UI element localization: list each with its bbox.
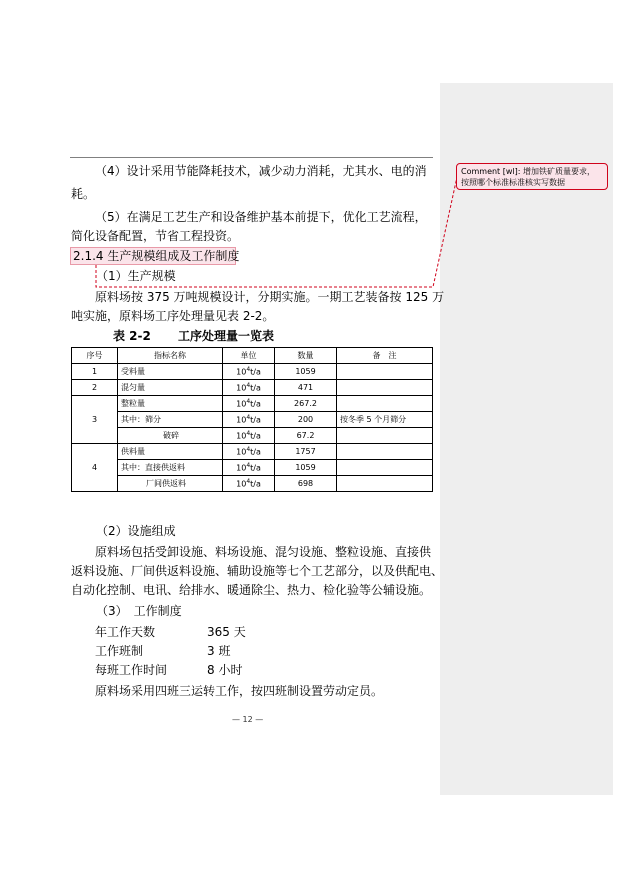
cell-remark: [337, 444, 433, 460]
col-header-remark: 备 注: [337, 348, 433, 364]
cell-unit: $10^4t/a$: [223, 444, 275, 460]
work-label-days: 年工作天数: [95, 625, 156, 639]
work-value-days: 365 天: [207, 625, 246, 639]
cell-no: 1: [72, 364, 118, 380]
process-table: [71, 347, 433, 492]
cell-name: 厂间供返料: [118, 476, 223, 492]
cell-name: 整粒量: [118, 396, 223, 412]
cell-unit: $10^4t/a$: [223, 428, 275, 444]
cell-remark: 按冬季 5 个月筛分: [337, 412, 433, 428]
table-row: [72, 428, 433, 444]
cell-unit: $10^4t/a$: [223, 412, 275, 428]
table-row: [72, 380, 433, 396]
work-value-hours: 8 小时: [207, 663, 243, 677]
table-row: [72, 396, 433, 412]
table-header-row: [72, 348, 433, 364]
comment-label: Comment [wl]:: [461, 167, 521, 176]
table-row: [72, 476, 433, 492]
work-label-hours: 每班工作时间: [95, 663, 168, 677]
cell-unit: $10^4t/a$: [223, 396, 275, 412]
table-caption-number: 表 2-2: [113, 329, 151, 343]
para-4-line2: 耗。: [71, 187, 96, 201]
sub3-heading: （3） 工作制度: [96, 604, 182, 618]
comment-text-1: 增加铁矿质量要求，: [523, 167, 595, 176]
cell-remark: [337, 460, 433, 476]
cell-remark: [337, 396, 433, 412]
comment-balloon[interactable]: [456, 163, 608, 190]
cell-qty: 1059: [275, 460, 337, 476]
section-number: 2.1.4: [73, 249, 104, 263]
sub2-heading: （2）设施组成: [96, 524, 176, 538]
table-row: [72, 364, 433, 380]
cell-qty: 200: [275, 412, 337, 428]
col-header-no: 序号: [72, 348, 118, 364]
cell-name: 供料量: [118, 444, 223, 460]
cell-name: 受料量: [118, 364, 223, 380]
cell-no: 4: [72, 444, 118, 492]
para-5-line1: （5）在满足工艺生产和设备维护基本前提下，优化工艺流程，: [95, 210, 427, 224]
section-heading[interactable]: [73, 249, 239, 263]
cell-remark: [337, 428, 433, 444]
sub2-line1: 原料场包括受卸设施、料场设施、混匀设施、整粒设施、直接供: [95, 545, 432, 559]
para-5-line2: 简化设备配置，节省工程投资。: [71, 229, 240, 243]
work-label-shifts: 工作班制: [95, 644, 144, 658]
sub2-line3: 自动化控制、电讯、给排水、暖通除尘、热力、检化验等公辅设施。: [71, 583, 432, 597]
cell-name: 其中：直接供返料: [118, 460, 223, 476]
cell-no: 2: [72, 380, 118, 396]
cell-qty: 1059: [275, 364, 337, 380]
cell-remark: [337, 380, 433, 396]
para-4-line1: （4）设计采用节能降耗技术，减少动力消耗，尤其水、电的消: [95, 164, 427, 178]
work-value-shifts: 3 班: [207, 644, 231, 658]
sub1-line2: 吨实施，原料场工序处理量见表 2-2。: [71, 309, 275, 323]
cell-qty: 471: [275, 380, 337, 396]
sub1-heading: （1）生产规模: [96, 269, 176, 283]
col-header-qty: 数量: [275, 348, 337, 364]
cell-no: 3: [72, 396, 118, 444]
table-row: [72, 444, 433, 460]
page-number: — 12 —: [232, 715, 264, 724]
table-row: [72, 460, 433, 476]
cell-unit: $10^4t/a$: [223, 364, 275, 380]
sub3-closing: 原料场采用四班三运转工作，按四班制设置劳动定员。: [95, 684, 384, 698]
col-header-unit: 单位: [223, 348, 275, 364]
cell-qty: 267.2: [275, 396, 337, 412]
cell-unit: $10^4t/a$: [223, 476, 275, 492]
cell-unit: $10^4t/a$: [223, 460, 275, 476]
sub2-line2: 返料设施、厂间供返料设施、辅助设施等七个工艺部分，以及供配电、: [71, 564, 444, 578]
cell-remark: [337, 364, 433, 380]
cell-name: 其中：筛分: [118, 412, 223, 428]
sub1-line1: 原料场按 375 万吨规模设计，分期实施。一期工艺装备按 125 万: [95, 290, 445, 304]
header-rule: [70, 157, 433, 158]
table-row: [72, 412, 433, 428]
cell-name: 破碎: [118, 428, 223, 444]
section-title: 生产规模组成及工作制度: [107, 249, 240, 263]
cell-unit: $10^4t/a$: [223, 380, 275, 396]
col-header-name: 指标名称: [118, 348, 223, 364]
cell-remark: [337, 476, 433, 492]
cell-qty: 698: [275, 476, 337, 492]
table-caption-title: 工序处理量一览表: [178, 329, 275, 343]
comment-text-2: 按照哪个标准标准核实写数据: [461, 178, 565, 187]
cell-name: 混匀量: [118, 380, 223, 396]
cell-qty: 67.2: [275, 428, 337, 444]
cell-qty: 1757: [275, 444, 337, 460]
